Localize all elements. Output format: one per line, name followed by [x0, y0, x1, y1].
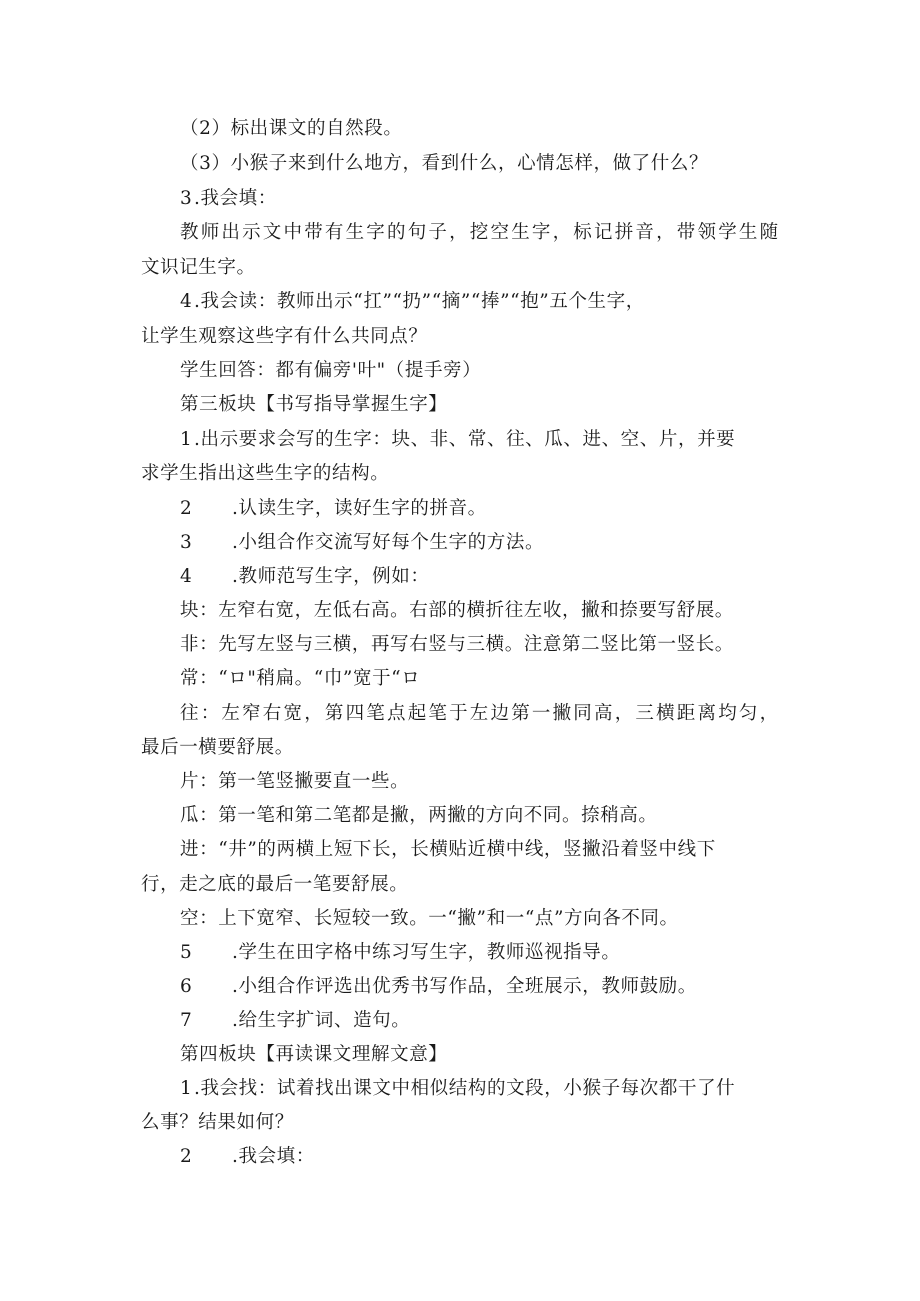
text-line: [180, 359, 820, 383]
numbered-line: [180, 1077, 820, 1101]
numbered-line: [180, 290, 820, 314]
line-text: .我会填：: [194, 188, 277, 209]
line-text: 进：“井”的两横上短下长，长横贴近横中线，竖撇沿着竖中线下: [180, 839, 716, 860]
line-text: 块：左窄右宽，左低右高。右部的横折往左收，撇和捺要写舒展。: [180, 600, 734, 621]
line-text: （2）标出课文的自然段。: [180, 118, 403, 139]
numbered-line: [180, 941, 820, 965]
text-line: [180, 838, 820, 862]
line-text: .我会找：试着找出课文中相似结构的文段，小猴子每次都干了什: [194, 1078, 736, 1099]
line-text: 空：上下宽窄、长短较一致。一“撇”和一“点”方向各不同。: [180, 908, 679, 929]
text-line: [141, 736, 781, 760]
numbered-line: [180, 975, 820, 999]
line-text: .学生在田字格中练习写生字，教师巡视指导。: [232, 942, 621, 963]
line-text: 瓜：第一笔和第二笔都是撇，两撇的方向不同。捺稍高。: [180, 805, 658, 826]
line-text: 片：第一笔竖撇要直一些。: [180, 771, 410, 792]
item-number: 5: [180, 942, 193, 963]
text-line: [141, 462, 781, 486]
line-text: .我会填：: [232, 1146, 315, 1167]
line-text: .小组合作交流写好每个生字的方法。: [232, 532, 545, 553]
line-text: 常：“ロ"稍扁。“巾”宽于“ロ: [180, 668, 421, 689]
numbered-line: [180, 497, 820, 521]
numbered-line: [180, 1009, 820, 1033]
text-line: [180, 633, 820, 657]
line-text: 求学生指出这些生字的结构。: [141, 463, 390, 484]
item-number: 3: [180, 532, 193, 553]
item-number: 3: [180, 188, 193, 209]
numbered-line: [180, 565, 820, 589]
line-text: 行，走之底的最后一笔要舒展。: [141, 874, 409, 895]
numbered-line: [180, 531, 820, 555]
text-line: [141, 256, 781, 280]
section-heading: [180, 1043, 820, 1067]
numbered-line: [180, 428, 820, 452]
text-line: [141, 873, 781, 897]
text-line: [180, 221, 820, 245]
section-heading: [180, 393, 820, 417]
item-number: 2: [180, 498, 193, 519]
text-line: [141, 1111, 781, 1135]
text-line: [180, 117, 820, 141]
line-text: .小组合作评选出优秀书写作品，全班展示，教师鼓励。: [232, 976, 697, 997]
numbered-line: [180, 187, 820, 211]
item-number: 4: [180, 566, 193, 587]
text-line: [180, 599, 820, 623]
line-text: .我会读：教师出示“扛”“扔”“摘”“捧”“抱”五个生字，: [194, 291, 645, 312]
line-text: 第三板块【书写指导掌握生字】: [180, 394, 448, 415]
item-number: 4: [180, 291, 193, 312]
line-text: 非：先写左竖与三横，再写右竖与三横。注意第二竖比第一竖长。: [180, 634, 734, 655]
text-line: [180, 667, 820, 691]
item-number: 1: [180, 429, 193, 450]
text-line: [180, 907, 820, 931]
text-line: [180, 770, 820, 794]
item-number: 1: [180, 1078, 193, 1099]
item-number: 2: [180, 1146, 193, 1167]
item-number: 6: [180, 976, 193, 997]
item-number: 7: [180, 1010, 193, 1031]
line-text: .出示要求会写的生字：块、非、常、往、瓜、进、空、片，并要: [194, 429, 736, 450]
line-text: .教师范写生字，例如：: [232, 566, 430, 587]
line-text: 么事？结果如何？: [141, 1112, 294, 1133]
line-text: （3）小猴子来到什么地方，看到什么，心情怎样，做了什么？: [180, 153, 709, 174]
text-line: [180, 804, 820, 828]
line-text: 教师出示文中带有生字的句子，挖空生字，标记拼音，带领学生随: [180, 222, 781, 243]
line-text: 文识记生字。: [141, 257, 256, 278]
line-text: 最后一横要舒展。: [141, 737, 294, 758]
line-text: .给生字扩词、造句。: [232, 1010, 411, 1031]
line-text: .认读生字，读好生字的拼音。: [232, 498, 487, 519]
line-text: 第四板块【再读课文理解文意】: [180, 1044, 448, 1065]
text-line: [180, 152, 820, 176]
line-text: 学生回答：都有偏旁'叶"（提手旁）: [180, 360, 482, 381]
line-text: 往：左窄右宽，第四笔点起笔于左边第一撇同高，三横距离均匀，: [180, 703, 781, 724]
text-line: [180, 702, 820, 726]
text-line: [141, 325, 781, 349]
line-text: 让学生观察这些字有什么共同点？: [141, 326, 428, 347]
numbered-line: [180, 1145, 820, 1169]
